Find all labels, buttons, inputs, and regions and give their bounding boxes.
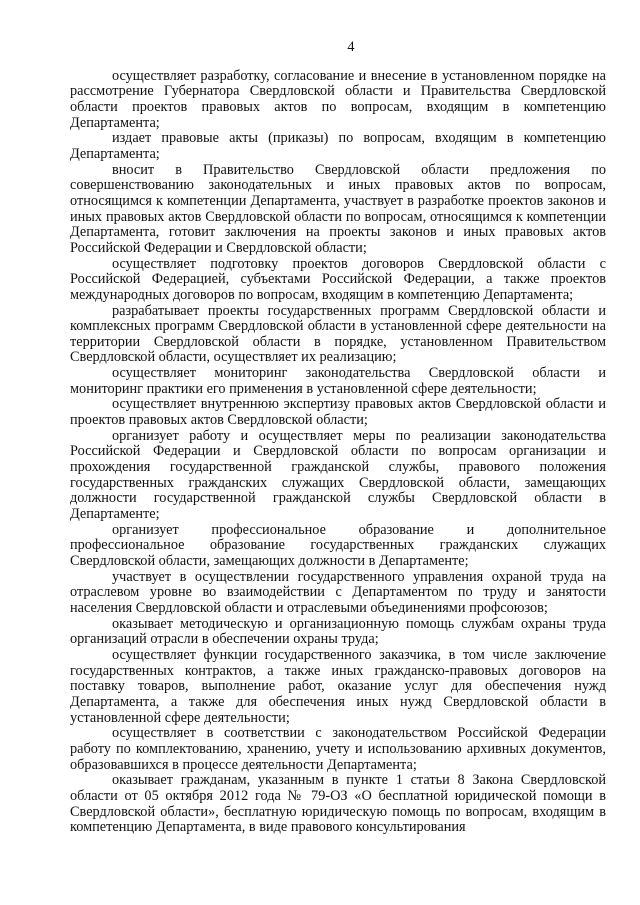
paragraph: осуществляет мониторинг законодательства Свердловской области и мониторинг практики его применения в установленной сфере деятельности; [70,365,606,397]
paragraph: вносит в Правительство Свердловской области предложения по совершенствованию законодательных и иных правовых актов по вопросам, относящимся к компетенции Департамента, участвует в разработке проектов законов и иных правовых актов Свердловской области по вопросам, относящимся к компетенции Департамента, готовит заключения на проекты законов и иных правовых актов Российской Федерации и Свердловской области; [70,161,606,256]
paragraph: осуществляет функции государственного заказчика, в том числе заключение государственных контрактов, а также иных гражданско-правовых договоров на поставку товаров, выполнение работ, оказание услуг для обеспечения нужд Департамента, а также для обеспечения иных нужд Свердловской области в установленной сфере деятельности; [70,646,606,726]
paragraph: оказывает методическую и организационную помощь службам охраны труда организаций отрасли в обеспечении охраны труда; [70,615,606,648]
paragraph: осуществляет подготовку проектов договоров Свердловской области с Российской Федерацией, субъектами Российской Федерации, а также проектов международных договоров по вопросам, входящим в компетенцию Департамента; [70,255,606,303]
paragraph: оказывает гражданам, указанным в пункте 1 статьи 8 Закона Свердловской области от 05 октября 2012 года № 79-ОЗ «О бесплатной юридической помощи в Свердловской области», бесплатную юридическую помощь по вопросам, входящим в компетенцию Департамента, в виде правового консультирования [70,772,606,836]
paragraph: организует профессиональное образование и дополнительное профессиональное образование государственных гражданских служащих Свердловской области, замещающих должности в Департаменте; [70,521,606,569]
paragraph: осуществляет разработку, согласование и внесение в установленном порядке на рассмотрение Губернатора Свердловской области и Правительства Свердловской области проектов правовых актов по вопросам, входящим в компетенцию Департамента; [70,67,606,131]
paragraph: участвует в осуществлении государственного управления охраной труда на отраслевом уровне во взаимодействии с Департаментом по труду и занятости населения Свердловской области и отраслевыми объединениями профсоюзов; [70,568,606,616]
paragraph: осуществляет в соответствии с законодательством Российской Федерации работу по комплектованию, хранению, учету и использованию архивных документов, образовавшихся в процессе деятельности Департамента; [70,725,606,773]
page-number: 4 [347,39,355,55]
paragraph: организует работу и осуществляет меры по реализации законодательства Российской Федерации и Свердловской области по вопросам организации и прохождения государственной гражданской службы, правового положения государственных гражданских служащих Свердловской области, замещающих должности государственной гражданской службы Свердловской области в Департаменте; [70,427,606,523]
paragraph: осуществляет внутреннюю экспертизу правовых актов Свердловской области и проектов правовых актов Свердловской области; [70,396,606,429]
paragraph: разрабатывает проекты государственных программ Свердловской области и комплексных программ Свердловской области в установленной сфере деятельности на территории Свердловской области в порядке, установленном Правительством Свердловской области, осуществляет их реализацию; [70,302,606,366]
document-body [70,69,606,836]
paragraph: издает правовые акты (приказы) по вопросам, входящим в компетенцию Департамента; [70,130,606,162]
